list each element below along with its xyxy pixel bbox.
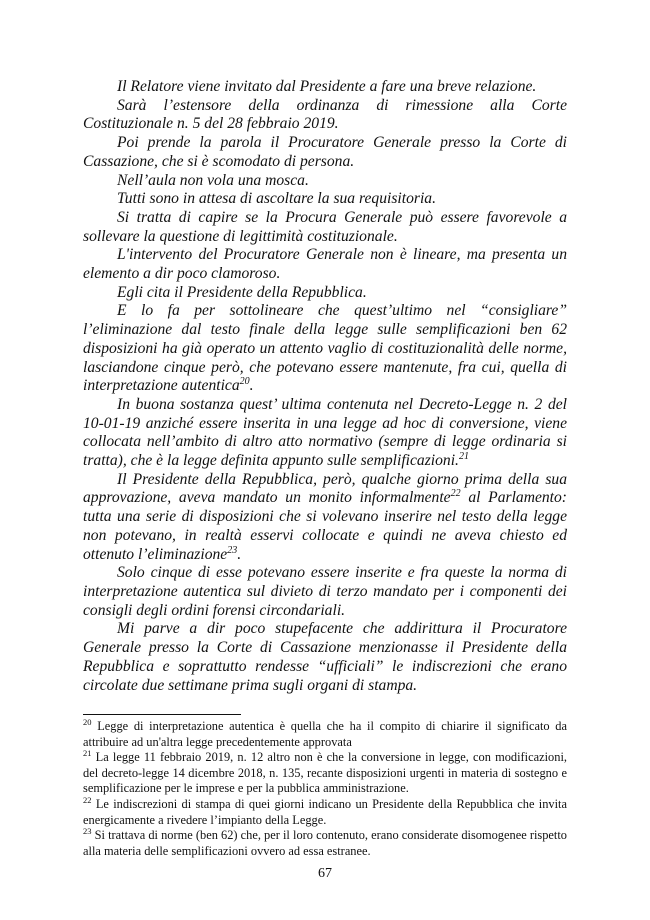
paragraph: Il Presidente della Repubblica, però, qualche giorno prima della sua approvazione, aveva mandato un monito informalmente$^{22}$ al Parlamento: tutta una serie di disposizioni che si volevano inserire nel testo della legge non potevano, in realtà esservi collocate e quindi ne aveva chiesto ed ottenuto l’eliminazione$^{23}$. [83, 470, 567, 563]
paragraph: Sarà l’estensore della ordinanza di rimessione alla Corte Costituzionale n. 5 del 28 febbraio 2019. [83, 96, 567, 133]
paragraph: Si tratta di capire se la Procura Generale può essere favorevole a sollevare la questione di legittimità costituzionale. [83, 208, 567, 245]
footnote-ref[interactable]: 22 [450, 488, 461, 500]
footnote-ref[interactable]: 21 [458, 450, 469, 462]
body-text [83, 78, 567, 695]
footnote-number: 20 [83, 716, 92, 727]
paragraph: Poi prende la parola il Procuratore Generale presso la Corte di Cassazione, che si è scomodato di persona. [83, 134, 567, 170]
footnote-ref[interactable]: 20 [239, 376, 250, 388]
footnote-number: 22 [83, 794, 92, 805]
page-number: 67 [318, 866, 332, 881]
footnote-number: 23 [83, 826, 92, 837]
paragraph: Nell’aula non vola una mosca. [117, 171, 309, 189]
footnote-separator [83, 714, 241, 715]
paragraph: Tutti sono in attesa di ascoltare la sua requisitoria. [117, 190, 436, 208]
footnote: $^{21}$ La legge 11 febbraio 2019, n. 12 altro non è che la conversione in legge, con modificazioni, del decreto-legge 14 dicembre 2018, n. 135, recante disposizioni urgenti in materia di sostegno e semplificazione per le imprese e per la pubblica amministrazione. [83, 748, 567, 796]
paragraph: Il Relatore viene invitato dal Presidente a fare una breve relazione. [117, 78, 537, 95]
paragraph: E lo fa per sottolineare che quest’ultimo nel “consigliare” l’eliminazione dal testo finale della legge sulle semplificazioni ben 62 disposizioni ha già operato un attento vaglio di costituzionalità delle norme, lasciandone cinque però, che potevano essere mantenute, fra cui, quella di interpretazione autentica$^{20}$. [83, 302, 567, 395]
paragraph: Solo cinque di esse potevano essere inserite e fra queste la norma di interpretazione autentica sul divieto di terzo mandato per i componenti dei consigli degli ordini forensi circondariali. [83, 564, 567, 619]
footnote-ref[interactable]: 23 [227, 544, 238, 556]
paragraph: Egli cita il Presidente della Repubblica. [117, 283, 367, 301]
footnote: $^{22}$ Le indiscrezioni di stampa di quei giorni indicano un Presidente della Repubblica che invita energicamente a rivedere l’impianto della Legge. [83, 794, 567, 827]
footnote: $^{20}$ Legge di interpretazione autentica è quella che ha il compito di chiarire il significato da attribuire ad un'altra legge precedentemente approvata [83, 716, 567, 749]
footnotes [83, 716, 567, 859]
footnote: $^{23}$ Si trattava di norme (ben 62) che, per il loro contenuto, erano considerate disomogenee rispetto alla materia delle semplificazioni ovvero ad essa estranee. [83, 826, 567, 858]
paragraph: Mi parve a dir poco stupefacente che addirittura il Procuratore Generale presso la Corte di Cassazione menzionasse il Presidente della Repubblica e soprattutto rendesse “ufficiali” le indiscrezioni che erano circolate due settimane prima sugli organi di stampa. [83, 620, 567, 694]
paragraph: In buona sostanza quest’ ultima contenuta nel Decreto-Legge n. 2 del 10-01-19 anziché essere inserita in una legge ad hoc di conversione, viene collocata nell’ambito di altro atto normativo (sempre di legge ordinaria si tratta), che è la legge definita appunto sulle semplificazioni.$^{21}$ [83, 395, 567, 470]
footnote-number: 21 [83, 748, 92, 759]
paragraph: L'intervento del Procuratore Generale non è lineare, ma presenta un elemento a dir poco clamoroso. [83, 246, 567, 283]
